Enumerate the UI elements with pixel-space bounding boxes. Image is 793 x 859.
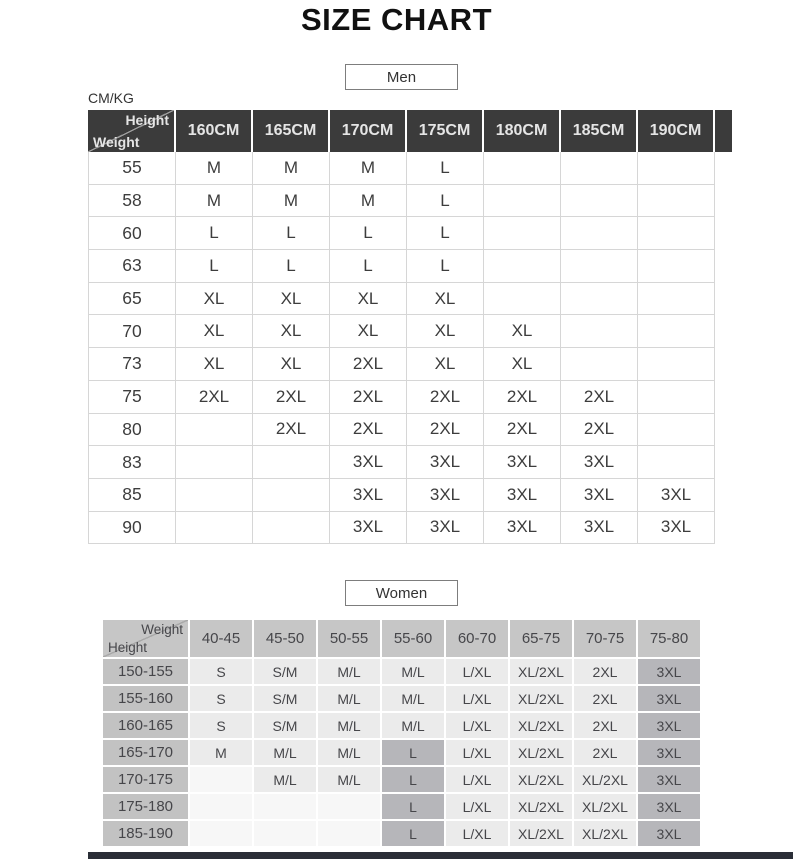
women-size-cell: S (190, 686, 252, 711)
men-header-sliver (715, 110, 732, 152)
women-column-header: 60-70 (446, 620, 508, 657)
women-column-header: 65-75 (510, 620, 572, 657)
men-size-cell: 3XL (638, 512, 715, 545)
men-size-cell (176, 414, 253, 447)
men-row-label: 83 (88, 446, 176, 479)
men-size-cell: 2XL (253, 414, 330, 447)
women-size-cell (254, 794, 316, 819)
men-size-cell: L (253, 250, 330, 283)
women-table-corner-cell (103, 620, 188, 657)
men-corner-bottom-label: Weight (93, 134, 140, 150)
men-size-cell: L (176, 250, 253, 283)
women-corner-top-label: Weight (141, 622, 183, 637)
women-row-label: 150-155 (103, 659, 188, 684)
men-row-label: 60 (88, 217, 176, 250)
women-size-cell: L (382, 767, 444, 792)
men-size-cell: M (176, 185, 253, 218)
men-size-cell: 2XL (330, 381, 407, 414)
men-size-cell: XL (330, 315, 407, 348)
men-size-cell: 3XL (638, 479, 715, 512)
women-size-cell: M/L (382, 713, 444, 738)
women-size-cell: L/XL (446, 767, 508, 792)
men-size-cell (638, 315, 715, 348)
men-column-header: 165CM (253, 110, 330, 152)
men-size-cell: 3XL (330, 512, 407, 545)
women-size-cell (318, 821, 380, 846)
men-size-cell: 2XL (484, 414, 561, 447)
men-size-cell: L (330, 217, 407, 250)
women-size-cell: 2XL (574, 659, 636, 684)
men-size-cell: XL (484, 348, 561, 381)
women-size-cell: S/M (254, 713, 316, 738)
men-sliver-cell (715, 512, 732, 545)
women-size-cell: L/XL (446, 686, 508, 711)
men-row-label: 80 (88, 414, 176, 447)
men-sliver-cell (715, 446, 732, 479)
women-size-cell: 3XL (638, 821, 700, 846)
men-size-cell (484, 217, 561, 250)
women-size-cell: 3XL (638, 794, 700, 819)
women-size-cell: M/L (382, 659, 444, 684)
women-size-cell: 3XL (638, 713, 700, 738)
women-size-cell: XL/2XL (510, 713, 572, 738)
men-sliver-cell (715, 315, 732, 348)
women-size-cell: L/XL (446, 821, 508, 846)
men-size-cell: XL (407, 283, 484, 316)
men-row-label: 70 (88, 315, 176, 348)
men-column-header: 175CM (407, 110, 484, 152)
men-size-cell (176, 446, 253, 479)
men-size-cell (638, 152, 715, 185)
women-size-cell: M/L (318, 740, 380, 765)
men-size-cell: 2XL (561, 381, 638, 414)
men-row-label: 65 (88, 283, 176, 316)
men-size-cell: XL (407, 348, 484, 381)
men-size-cell (638, 446, 715, 479)
men-section-label: Men (386, 68, 417, 86)
men-size-cell: XL (176, 283, 253, 316)
men-size-cell (484, 250, 561, 283)
men-size-cell (561, 315, 638, 348)
women-row-label: 170-175 (103, 767, 188, 792)
women-size-cell: 3XL (638, 686, 700, 711)
men-sliver-cell (715, 152, 732, 185)
men-sliver-cell (715, 185, 732, 218)
women-size-cell: XL/2XL (574, 767, 636, 792)
men-sliver-cell (715, 283, 732, 316)
men-row-label: 73 (88, 348, 176, 381)
women-size-cell: XL/2XL (510, 794, 572, 819)
men-size-cell (638, 414, 715, 447)
men-size-cell (638, 217, 715, 250)
men-size-cell: L (407, 152, 484, 185)
men-size-cell (561, 185, 638, 218)
women-size-cell (190, 794, 252, 819)
men-size-cell: XL (253, 348, 330, 381)
women-size-cell: 3XL (638, 740, 700, 765)
women-size-cell: M/L (382, 686, 444, 711)
men-size-cell: XL (330, 283, 407, 316)
men-column-header: 185CM (561, 110, 638, 152)
men-size-cell: XL (484, 315, 561, 348)
women-size-cell: XL/2XL (510, 821, 572, 846)
men-size-cell: M (253, 152, 330, 185)
women-size-cell: M/L (254, 740, 316, 765)
men-size-cell: 2XL (330, 348, 407, 381)
men-size-cell: XL (407, 315, 484, 348)
men-size-cell: 3XL (484, 479, 561, 512)
women-size-cell: XL/2XL (574, 821, 636, 846)
women-size-cell: L/XL (446, 794, 508, 819)
men-row-label: 75 (88, 381, 176, 414)
women-column-header: 75-80 (638, 620, 700, 657)
men-size-cell: XL (176, 348, 253, 381)
men-size-cell (638, 250, 715, 283)
women-column-header: 55-60 (382, 620, 444, 657)
men-size-cell (561, 250, 638, 283)
men-size-cell: 3XL (407, 512, 484, 545)
men-size-cell (561, 283, 638, 316)
men-size-cell: L (330, 250, 407, 283)
men-sliver-cell (715, 250, 732, 283)
women-size-cell: M/L (254, 767, 316, 792)
women-row-label: 160-165 (103, 713, 188, 738)
women-column-header: 50-55 (318, 620, 380, 657)
men-size-cell: 3XL (484, 512, 561, 545)
men-size-cell: XL (176, 315, 253, 348)
women-size-cell (190, 767, 252, 792)
men-size-cell: L (407, 250, 484, 283)
men-size-cell: 3XL (561, 479, 638, 512)
women-size-table (103, 620, 700, 846)
men-size-cell (253, 512, 330, 545)
men-corner-top-label: Height (125, 112, 169, 128)
women-size-cell: M (190, 740, 252, 765)
women-size-cell: XL/2XL (510, 767, 572, 792)
women-corner-bottom-label: Height (108, 640, 148, 655)
men-size-cell (484, 152, 561, 185)
women-size-cell: M/L (318, 659, 380, 684)
women-size-cell: XL/2XL (510, 740, 572, 765)
men-size-cell (176, 512, 253, 545)
women-row-label: 175-180 (103, 794, 188, 819)
men-size-cell: M (176, 152, 253, 185)
men-table-header (88, 110, 732, 152)
men-size-cell (561, 152, 638, 185)
men-size-cell (253, 479, 330, 512)
men-size-cell: L (253, 217, 330, 250)
women-size-cell: M/L (318, 713, 380, 738)
men-size-cell: 2XL (484, 381, 561, 414)
men-sliver-cell (715, 381, 732, 414)
men-size-cell (638, 283, 715, 316)
men-size-cell: 2XL (330, 414, 407, 447)
women-row-label: 185-190 (103, 821, 188, 846)
men-size-cell (561, 348, 638, 381)
men-row-label: 85 (88, 479, 176, 512)
women-size-cell (190, 821, 252, 846)
men-column-header: 170CM (330, 110, 407, 152)
men-size-cell: 3XL (407, 446, 484, 479)
women-size-cell: L/XL (446, 659, 508, 684)
women-size-cell: 2XL (574, 686, 636, 711)
women-size-cell: S/M (254, 686, 316, 711)
men-column-header: 190CM (638, 110, 715, 152)
women-size-cell (254, 821, 316, 846)
unit-label: CM/KG (88, 90, 134, 106)
men-sliver-cell (715, 479, 732, 512)
women-size-cell: S (190, 713, 252, 738)
women-size-cell: L/XL (446, 713, 508, 738)
women-size-cell: 3XL (638, 659, 700, 684)
men-size-cell: 2XL (253, 381, 330, 414)
men-sliver-cell (715, 217, 732, 250)
women-row-label: 155-160 (103, 686, 188, 711)
women-section-label: Women (375, 584, 428, 602)
men-size-cell: 2XL (176, 381, 253, 414)
men-size-cell: XL (253, 315, 330, 348)
men-size-cell: L (407, 185, 484, 218)
men-column-header: 160CM (176, 110, 253, 152)
men-section-tab (345, 64, 458, 90)
men-size-cell (176, 479, 253, 512)
men-size-cell: 2XL (561, 414, 638, 447)
men-size-cell (638, 185, 715, 218)
women-column-header: 70-75 (574, 620, 636, 657)
page-title: SIZE CHART (301, 2, 492, 37)
men-size-cell: 3XL (561, 446, 638, 479)
women-size-cell: 2XL (574, 713, 636, 738)
men-row-label: 90 (88, 512, 176, 545)
bottom-divider-bar (88, 852, 793, 859)
women-size-cell: L (382, 821, 444, 846)
women-size-cell: 3XL (638, 767, 700, 792)
men-size-cell (561, 217, 638, 250)
women-column-header: 45-50 (254, 620, 316, 657)
men-size-cell: M (330, 152, 407, 185)
men-size-cell (484, 283, 561, 316)
men-size-cell: XL (253, 283, 330, 316)
women-size-cell: XL/2XL (510, 686, 572, 711)
men-size-cell: L (407, 217, 484, 250)
women-size-cell: L (382, 740, 444, 765)
men-size-cell (253, 446, 330, 479)
men-row-label: 63 (88, 250, 176, 283)
women-size-cell: XL/2XL (574, 794, 636, 819)
women-size-cell: S/M (254, 659, 316, 684)
men-size-cell: 3XL (484, 446, 561, 479)
men-size-cell: 2XL (407, 381, 484, 414)
women-column-header: 40-45 (190, 620, 252, 657)
men-size-cell: 3XL (330, 479, 407, 512)
men-size-cell: 3XL (330, 446, 407, 479)
women-size-cell: M/L (318, 767, 380, 792)
men-row-label: 58 (88, 185, 176, 218)
women-size-cell: L (382, 794, 444, 819)
women-size-cell: M/L (318, 686, 380, 711)
men-size-cell (484, 185, 561, 218)
men-size-cell (638, 348, 715, 381)
men-size-cell (638, 381, 715, 414)
men-column-header: 180CM (484, 110, 561, 152)
men-size-cell: M (253, 185, 330, 218)
men-size-cell: 3XL (407, 479, 484, 512)
men-table-corner-cell (88, 110, 176, 152)
women-row-label: 165-170 (103, 740, 188, 765)
men-sliver-cell (715, 414, 732, 447)
women-size-cell (318, 794, 380, 819)
men-size-table (88, 152, 732, 544)
men-size-cell: 2XL (407, 414, 484, 447)
women-size-cell: 2XL (574, 740, 636, 765)
men-size-cell: M (330, 185, 407, 218)
women-size-cell: L/XL (446, 740, 508, 765)
women-size-cell: S (190, 659, 252, 684)
men-size-cell: L (176, 217, 253, 250)
men-size-cell: 3XL (561, 512, 638, 545)
women-section-tab (345, 580, 458, 606)
men-sliver-cell (715, 348, 732, 381)
women-size-cell: XL/2XL (510, 659, 572, 684)
men-row-label: 55 (88, 152, 176, 185)
